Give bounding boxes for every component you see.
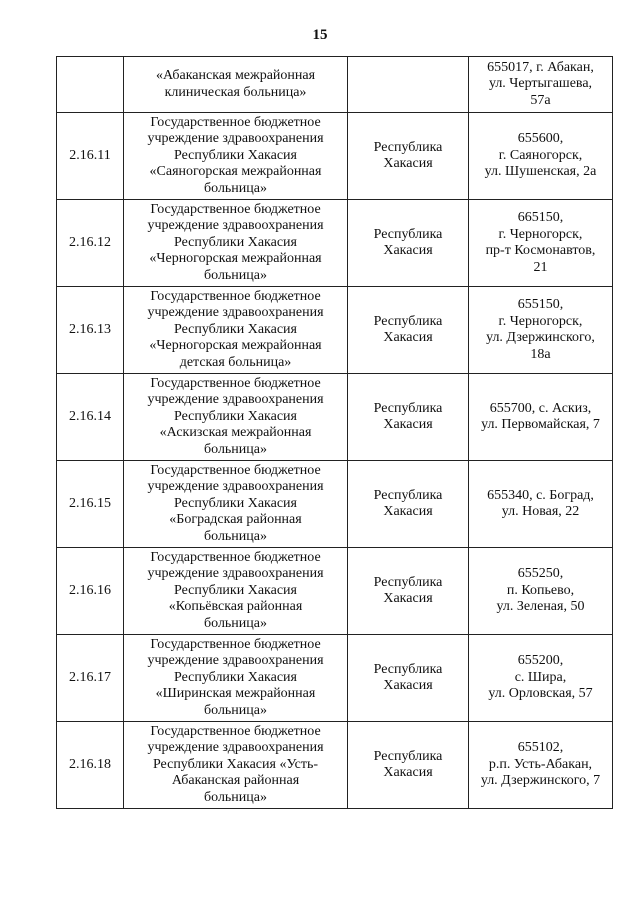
- address: 655200, с. Шира, ул. Орловская, 57: [488, 653, 593, 702]
- row-number: 2.16.14: [69, 408, 111, 424]
- row-number: 2.16.17: [69, 669, 111, 685]
- table-row: [57, 374, 613, 461]
- row-number-cell: [57, 548, 124, 635]
- address-cell: [469, 113, 613, 200]
- table-row: [57, 113, 613, 200]
- address-cell: [469, 287, 613, 374]
- address: 655700, с. Аскиз, ул. Первомайская, 7: [481, 400, 600, 432]
- table-row: [57, 635, 613, 722]
- address-cell: [469, 548, 613, 635]
- region: Республика Хакасия: [373, 226, 443, 258]
- institution-name: Государственное бюджетное учреждение здравоохранения Республики Хакасия «Саяногорская межрайонная больница»: [147, 114, 324, 196]
- table-row: [57, 200, 613, 287]
- page-number: 15: [312, 27, 328, 43]
- institution-name-cell: [124, 374, 348, 461]
- row-number-cell: [57, 113, 124, 200]
- table-row: [57, 57, 613, 113]
- region-cell: [348, 113, 469, 200]
- row-number: 2.16.11: [69, 147, 111, 163]
- region: Республика Хакасия: [373, 661, 443, 693]
- institution-name-cell: [124, 722, 348, 809]
- institution-name: «Абаканская межрайонная клиническая больница»: [155, 68, 316, 100]
- institution-name-cell: [124, 113, 348, 200]
- institution-name: Государственное бюджетное учреждение здравоохранения Республики Хакасия «Усть- Абаканская районная больница»: [147, 723, 324, 805]
- address-cell: [469, 722, 613, 809]
- row-number-cell: [57, 57, 124, 113]
- institution-name-cell: [124, 635, 348, 722]
- institution-name: Государственное бюджетное учреждение здравоохранения Республики Хакасия «Черногорская межрайонная больница»: [147, 201, 324, 283]
- region-cell: [348, 461, 469, 548]
- row-number-cell: [57, 287, 124, 374]
- region-cell: [348, 200, 469, 287]
- row-number-cell: [57, 722, 124, 809]
- region: Республика Хакасия: [373, 400, 443, 432]
- row-number: 2.16.15: [69, 495, 111, 511]
- institution-name: Государственное бюджетное учреждение здравоохранения Республики Хакасия «Боградская районная больница»: [147, 462, 324, 544]
- institution-name-cell: [124, 287, 348, 374]
- address-cell: [469, 461, 613, 548]
- region: Республика Хакасия: [373, 574, 443, 606]
- row-number-cell: [57, 200, 124, 287]
- institution-name-cell: [124, 548, 348, 635]
- region-cell: [348, 57, 469, 113]
- institution-name: Государственное бюджетное учреждение здравоохранения Республики Хакасия «Ширинская межрайонная больница»: [147, 636, 324, 718]
- address: 665150, г. Черногорск, пр-т Космонавтов, 21: [485, 210, 596, 275]
- address: 655340, с. Боград, ул. Новая, 22: [487, 487, 594, 519]
- institution-name-cell: [124, 57, 348, 113]
- hospital-table: [56, 56, 613, 809]
- row-number-cell: [57, 635, 124, 722]
- row-number: 2.16.16: [69, 582, 111, 598]
- table-row: [57, 548, 613, 635]
- region-cell: [348, 374, 469, 461]
- row-number: 2.16.13: [69, 321, 111, 337]
- address-cell: [469, 57, 613, 113]
- region-cell: [348, 635, 469, 722]
- region: Республика Хакасия: [373, 487, 443, 519]
- institution-name-cell: [124, 461, 348, 548]
- region-cell: [348, 287, 469, 374]
- region-cell: [348, 722, 469, 809]
- region: Республика Хакасия: [373, 139, 443, 171]
- address: 655250, п. Копьево, ул. Зеленая, 50: [496, 566, 585, 615]
- address-cell: [469, 200, 613, 287]
- institution-name: Государственное бюджетное учреждение здравоохранения Республики Хакасия «Аскизская межрайонная больница»: [147, 375, 324, 457]
- row-number-cell: [57, 461, 124, 548]
- table-row: [57, 287, 613, 374]
- address: 655600, г. Саяногорск, ул. Шушенская, 2а: [484, 131, 597, 180]
- institution-name: Государственное бюджетное учреждение здравоохранения Республики Хакасия «Копьёвская районная больница»: [147, 549, 324, 631]
- institution-name-cell: [124, 200, 348, 287]
- region: Республика Хакасия: [373, 313, 443, 345]
- row-number: 2.16.18: [69, 756, 111, 772]
- address: 655150, г. Черногорск, ул. Дзержинского, 18а: [486, 297, 595, 362]
- region-cell: [348, 548, 469, 635]
- address: 655102, р.п. Усть-Абакан, ул. Дзержинского, 7: [480, 740, 601, 789]
- table-row: [57, 722, 613, 809]
- table-row: [57, 461, 613, 548]
- row-number-cell: [57, 374, 124, 461]
- region: Республика Хакасия: [373, 748, 443, 780]
- address-cell: [469, 374, 613, 461]
- institution-name: Государственное бюджетное учреждение здравоохранения Республики Хакасия «Черногорская межрайонная детская больница»: [147, 288, 324, 370]
- row-number: 2.16.12: [69, 234, 111, 250]
- address: 655017, г. Абакан, ул. Чертыгашева, 57а: [487, 59, 594, 108]
- address-cell: [469, 635, 613, 722]
